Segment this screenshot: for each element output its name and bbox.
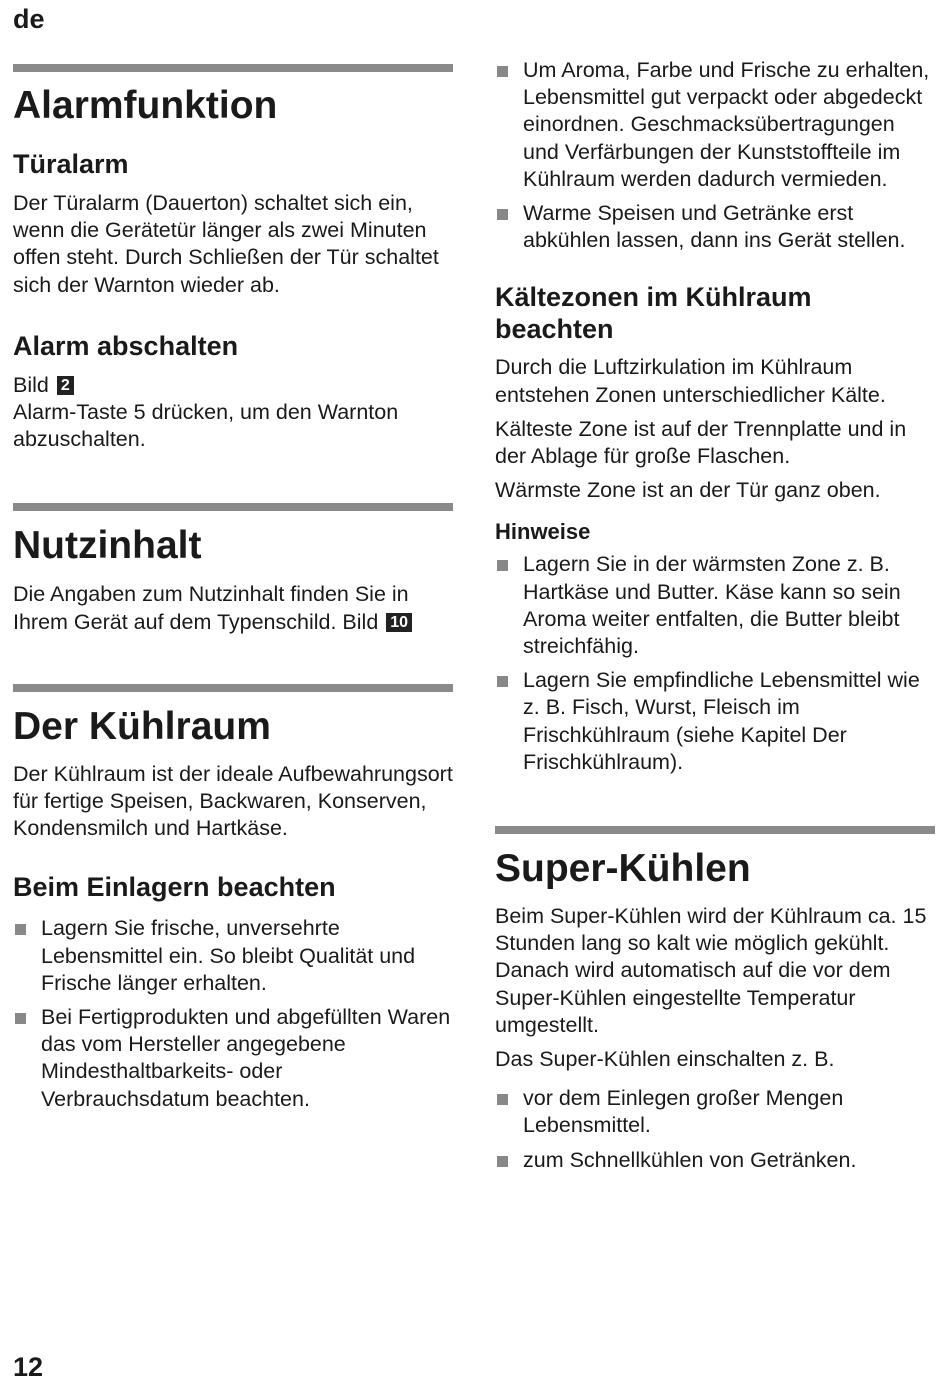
section-divider	[495, 826, 935, 834]
list-item: Lagern Sie empfindliche Lebensmittel wie z. B. Fisch, Wurst, Fleisch im Frischkühlraum (siehe Kapitel Der Frischkühlraum).	[495, 667, 935, 776]
section-title-der-kuehlraum: Der Kühlraum	[13, 704, 271, 748]
kuehlraum-text: Der Kühlraum ist der ideale Aufbewahrungsort für fertige Speisen, Backwaren, Konserven, Kondensmilch und Hartkäse.	[13, 761, 453, 841]
super-kuehlen-text-1: Beim Super-Kühlen wird der Kühlraum ca. 15 Stunden lang so kalt wie möglich gekühlt. Danach wird automatisch auf die vor dem Super-Kühlen eingestellte Temperatur umgestellt.	[495, 904, 927, 1037]
zones-text-3: Wärmste Zone ist an der Tür ganz oben.	[495, 478, 881, 503]
section-title-alarmfunktion: Alarmfunktion	[13, 84, 278, 127]
figure-reference	[13, 372, 453, 399]
alarm-abschalten-text: Alarm-Taste 5 drücken, um den Warnton abzuschalten.	[13, 400, 399, 452]
nutzinhalt-text: Die Angaben zum Nutzinhalt finden Sie in Ihrem Gerät auf dem Typenschild. Bild 10	[13, 581, 453, 635]
section-title-nutzinhalt: Nutzinhalt	[13, 524, 202, 568]
zones-text-1: Durch die Luftzirkulation im Kühlraum entstehen Zonen unterschiedlicher Kälte.	[495, 355, 886, 407]
list-item: vor dem Einlegen großer Mengen Lebensmittel.	[495, 1085, 935, 1139]
figure-number-badge: 10	[386, 613, 412, 632]
subsection-title-tueralarm: Türalarm	[13, 149, 129, 179]
list-item: Lagern Sie frische, unversehrte Lebensmittel ein. So bleibt Qualität und Frische länger erhalten.	[13, 915, 453, 997]
figure-number-badge: 2	[57, 376, 74, 395]
einlagern-list	[13, 915, 453, 1112]
list-item: Lagern Sie in der wärmsten Zone z. B. Hartkäse und Butter. Käse kann so sein Aroma weiter entfalten, die Butter bleibt streichfähig.	[495, 551, 935, 660]
figure-label: Bild	[13, 372, 49, 397]
page-number: 12	[13, 1352, 44, 1382]
list-item: Bei Fertigprodukten und abgefüllten Waren das vom Hersteller angegebene Mindesthaltbarkeits- oder Verbrauchsdatum beachten.	[13, 1004, 453, 1113]
right-column	[495, 57, 935, 1181]
subsection-title-einlagern: Beim Einlagern beachten	[13, 872, 336, 903]
super-kuehlen-list	[495, 1085, 935, 1174]
list-item: zum Schnellkühlen von Getränken.	[495, 1147, 935, 1174]
super-kuehlen-text-2: Das Super-Kühlen einschalten z. B.	[495, 1047, 835, 1072]
language-code: de	[13, 4, 45, 34]
left-column	[13, 64, 453, 1120]
section-divider	[13, 64, 453, 72]
list-item: Warme Speisen und Getränke erst abkühlen lassen, dann ins Gerät stellen.	[495, 200, 935, 254]
subsection-title-alarm-abschalten: Alarm abschalten	[13, 330, 239, 361]
subsection-title-kaeltezonen: Kältezonen im Kühlraum beachten	[495, 282, 812, 345]
zones-text-2: Kälteste Zone ist auf der Trennplatte und in der Ablage für große Flaschen.	[495, 416, 907, 469]
notes-list	[495, 551, 935, 776]
list-item: Um Aroma, Farbe und Frische zu erhalten, Lebensmittel gut verpackt oder abgedeckt einordnen. Geschmacksübertragungen und Verfärbungen der Kunststoffteile im Kühlraum werden dadurch vermieden.	[495, 57, 935, 193]
section-title-super-kuehlen: Super-Kühlen	[495, 847, 751, 891]
notes-title: Hinweise	[495, 519, 591, 545]
tueralarm-text: Der Türalarm (Dauerton) schaltet sich ein, wenn die Gerätetür länger als zwei Minuten offen steht. Durch Schließen der Tür schaltet sich der Warnton wieder ab.	[13, 191, 439, 297]
section-divider	[13, 684, 453, 692]
storage-tips-list	[495, 57, 935, 254]
section-divider	[13, 503, 453, 511]
